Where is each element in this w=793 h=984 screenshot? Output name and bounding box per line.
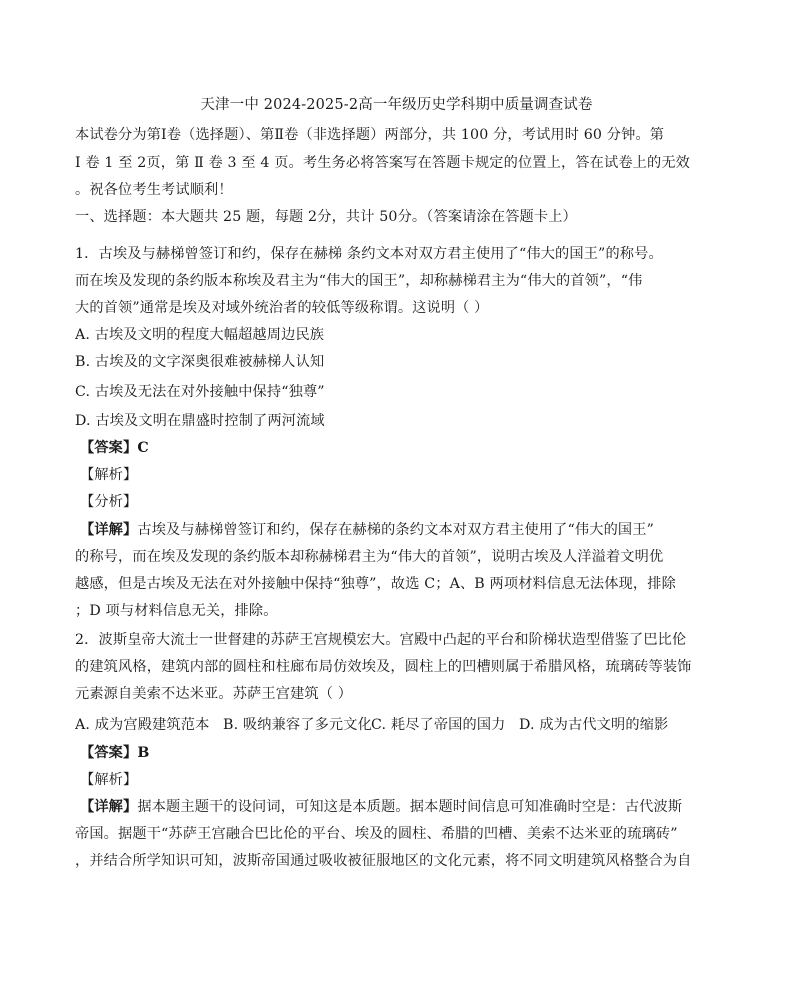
q1-option-c: C. 古埃及无法在对外接触中保持“独尊” <box>75 384 325 400</box>
q1-answer-value: C <box>137 440 149 456</box>
intro-line-1: 本试卷分为第Ⅰ卷（选择题）、第Ⅱ卷（非选择题）两部分，共 100 分，考试用时 60 分钟。第 <box>75 127 665 143</box>
q2-option-d: D. 成为古代文明的缩影 <box>519 717 669 733</box>
q1-detail-line-4: ；D 项与材料信息无关，排除。 <box>75 603 278 619</box>
q2-stem-line-3: 元素源自美索不达米亚。苏萨王宫建筑（ ） <box>75 686 353 702</box>
q2-answer-value: B <box>137 745 150 761</box>
q1-detail-tag: 【详解】 <box>80 522 138 538</box>
q1-option-a: A. 古埃及文明的程度大幅超越周边民族 <box>75 327 325 343</box>
page-title: 天津一中 2024-2025-2高一年级历史学科期中质量调查试卷 <box>200 97 593 113</box>
section-heading: 一、选择题：本大题共 25 题，每题 2分，共计 50分。（答案请涂在答题卡上） <box>75 209 577 225</box>
q1-detail-line-3: 越感，但是古埃及无法在对外接触中保持“独尊”，故选 C；A、B 两项材料信息无法体现，排除 <box>75 576 676 592</box>
q2-option-b: B. 吸纳兼容了多元文化 <box>223 717 372 733</box>
intro-line-3: 。祝各位考生考试顺利！ <box>75 182 233 198</box>
q2-detail-text-1: 据本题主题干的设问词，可知这是本质题。据本题时间信息可知准确时空是：古代波斯 <box>137 799 683 815</box>
q1-analysis-tag: 【解析】 <box>80 467 138 483</box>
q1-detail-line-1 <box>80 520 720 540</box>
q2-answer-tag: 【答案】 <box>80 745 138 761</box>
q2-analysis-tag: 【解析】 <box>80 772 138 788</box>
q1-fenxi-tag: 【分析】 <box>80 494 138 510</box>
q2-stem-line-1: 2．波斯皇帝大流士一世督建的苏萨王宫规模宏大。宫殿中凸起的平台和阶梯状造型借鉴了巴比伦 <box>75 632 687 648</box>
q1-stem-line-2: 而在埃及发现的条约版本称埃及君主为“伟大的国王”，却称赫梯君主为“伟大的首领”，“伟 <box>75 273 643 289</box>
q2-detail-tag: 【详解】 <box>80 799 138 815</box>
q1-option-d: D. 古埃及文明在鼎盛时控制了两河流域 <box>75 413 325 429</box>
q1-stem-line-3: 大的首领”通常是埃及对域外统治者的较低等级称谓。这说明（ ） <box>75 300 489 316</box>
q1-detail-line-2: 的称号，而在埃及发现的条约版本却称赫梯君主为“伟大的首领”，说明古埃及人洋溢着文明优 <box>75 549 664 565</box>
q2-option-a: A. 成为宫殿建筑范本 <box>75 717 210 733</box>
q1-answer-line <box>80 438 720 458</box>
q2-options-row <box>75 715 715 735</box>
q1-detail-text-1: 古埃及与赫梯曾签订和约，保存在赫梯的条约文本对双方君主使用了“伟大的国王” <box>137 522 654 538</box>
q2-detail-line-3: ，并结合所学知识可知，波斯帝国通过吸收被征服地区的文化元素，将不同文明建筑风格整合为自 <box>75 853 692 869</box>
q2-answer-line <box>80 743 720 763</box>
q2-option-c: C. 耗尽了帝国的国力 <box>371 717 506 733</box>
q1-stem-line-1: 1．古埃及与赫梯曾签订和约，保存在赫梯 条约文本对双方君主使用了“伟大的国王”的称号。 <box>75 246 663 262</box>
q1-answer-tag: 【答案】 <box>80 440 138 456</box>
q2-detail-line-1 <box>80 797 720 817</box>
intro-line-2: Ⅰ 卷 1 至 2页，第 Ⅱ 卷 3 至 4 页。考生务必将答案写在答题卡规定的位置上，答在试卷上的无效 <box>75 155 691 171</box>
q2-detail-line-2: 帝国。据题干“苏萨王宫融合巴比伦的平台、埃及的圆柱、希腊的凹槽、美索不达米亚的琉璃砖” <box>75 826 678 842</box>
q1-option-b: B. 古埃及的文字深奥很难被赫梯人认知 <box>75 354 325 370</box>
q2-stem-line-2: 的建筑风格，建筑内部的圆柱和柱廊布局仿效埃及，圆柱上的凹槽则属于希腊风格，琉璃砖等装饰 <box>75 659 692 675</box>
